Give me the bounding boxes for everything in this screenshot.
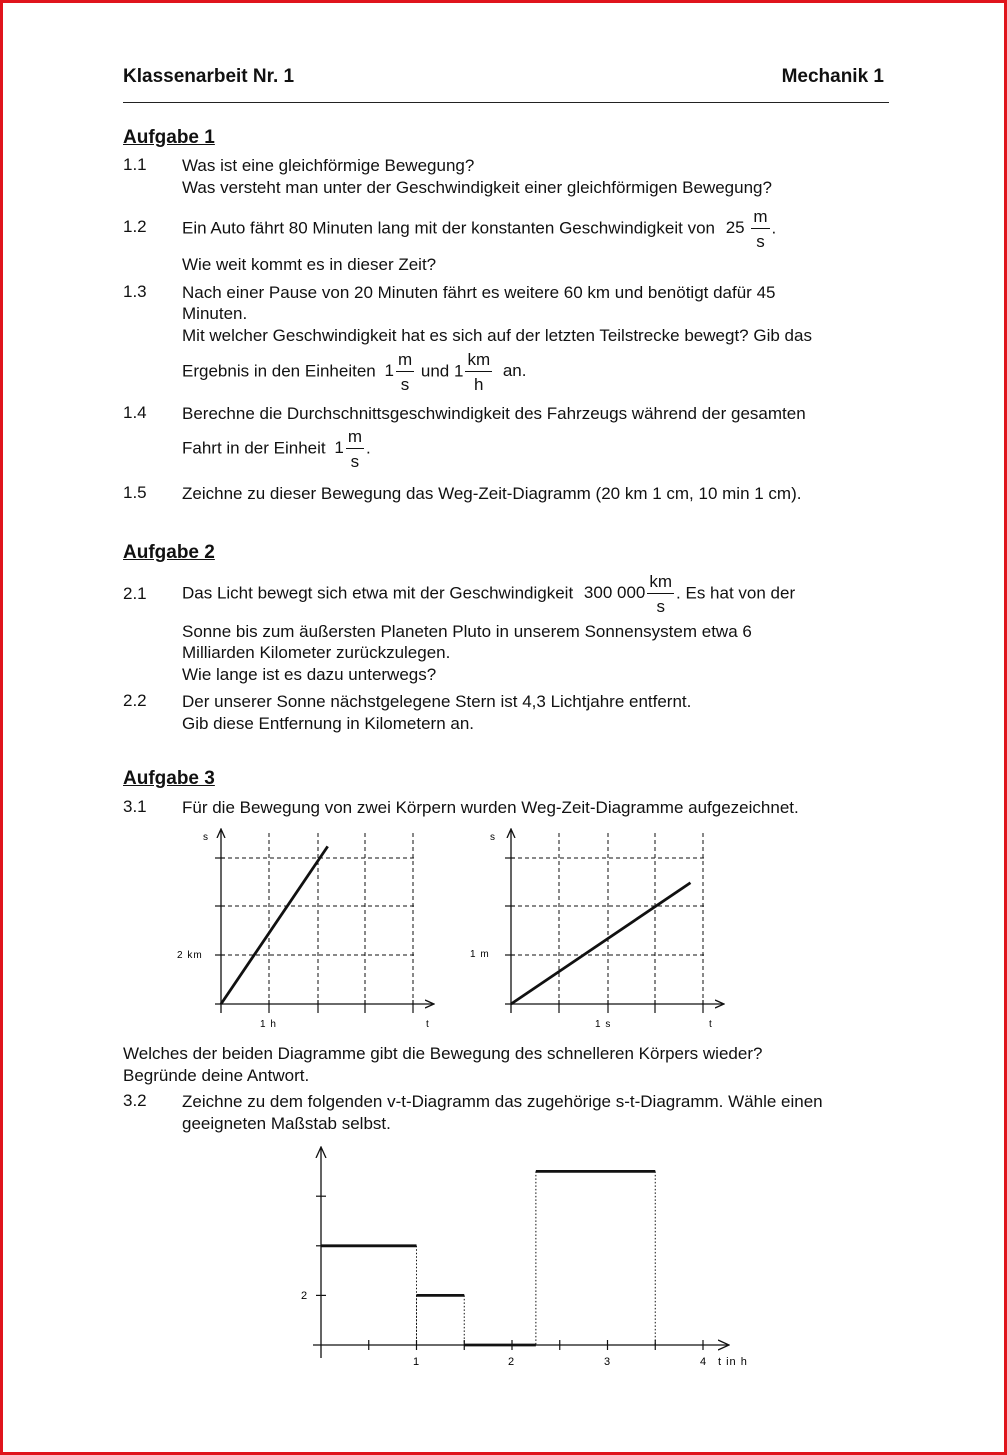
item-number: 2.2 bbox=[123, 691, 147, 710]
unit-numerator: m bbox=[346, 428, 364, 449]
item-number: 1.4 bbox=[123, 403, 147, 422]
item-text: Milliarden Kilometer zurückzulegen. bbox=[182, 643, 451, 662]
item-number: 1.5 bbox=[123, 483, 147, 502]
item-text: Fahrt in der Einheit bbox=[182, 438, 326, 458]
x-tick-label: 2 bbox=[508, 1356, 515, 1368]
item-number: 1.3 bbox=[123, 282, 147, 301]
item-number: 3.2 bbox=[123, 1091, 147, 1110]
header-right: Mechanik 1 bbox=[781, 66, 884, 87]
axis-ticks bbox=[316, 1196, 703, 1350]
unit-numerator: km bbox=[647, 573, 674, 594]
x-tick-label: 1 h bbox=[260, 1019, 277, 1030]
x-tick-label: 1 bbox=[413, 1356, 420, 1368]
unit-denominator: s bbox=[756, 232, 765, 251]
punctuation: . bbox=[771, 218, 777, 238]
unit-denominator: h bbox=[474, 375, 484, 394]
header-left: Klassenarbeit Nr. 1 bbox=[123, 66, 295, 87]
item-text: geeigneten Maßstab selbst. bbox=[182, 1114, 391, 1133]
grid-lines bbox=[511, 833, 706, 1004]
x-tick-label: 3 bbox=[604, 1356, 611, 1368]
item-text: Sonne bis zum äußersten Planeten Pluto in unserem Sonnensystem etwa 6 bbox=[182, 622, 752, 641]
unit-fraction bbox=[465, 351, 492, 393]
x-tick-label: 1 s bbox=[595, 1019, 612, 1030]
item-text: Nach einer Pause von 20 Minuten fährt es weitere 60 km und benötigt dafür 45 bbox=[182, 283, 776, 302]
unit-denominator: s bbox=[400, 375, 410, 394]
x-axis-label: t bbox=[709, 1019, 712, 1030]
item-text: Der unserer Sonne nächstgelegene Stern ist 4,3 Lichtjahre entfernt. bbox=[182, 692, 692, 711]
question-line: Welches der beiden Diagramme gibt die Bewegung des schnelleren Körpers wieder? bbox=[123, 1044, 763, 1063]
question-line: Begründe deine Antwort. bbox=[123, 1066, 310, 1085]
item-number: 3.1 bbox=[123, 797, 147, 816]
y-axis-label: s bbox=[203, 832, 208, 843]
item-text: Was versteht man unter der Geschwindigkeit einer gleichförmigen Bewegung? bbox=[182, 178, 772, 197]
unit-numerator: m bbox=[396, 351, 414, 372]
item-text: Wie weit kommt es in dieser Zeit? bbox=[182, 255, 437, 274]
vt-diagram bbox=[283, 1138, 763, 1373]
y-tick-label: 2 km bbox=[177, 950, 203, 961]
x-tick-label: 4 bbox=[700, 1356, 707, 1368]
item-text: Minuten. bbox=[182, 304, 248, 323]
item-text: Ergebnis in den Einheiten bbox=[182, 361, 376, 381]
item-text: Zeichne zu dem folgenden v-t-Diagramm das zugehörige s-t-Diagramm. Wähle einen bbox=[182, 1092, 823, 1111]
data-line bbox=[221, 846, 328, 1004]
aufgabe-1-title: Aufgabe 1 bbox=[123, 127, 215, 148]
value: 300 000 bbox=[583, 583, 646, 603]
value: 1 bbox=[334, 438, 344, 458]
punctuation: . bbox=[366, 438, 371, 458]
st-diagram-left bbox=[163, 823, 448, 1038]
item-text: Mit welcher Geschwindigkeit hat es sich auf der letzten Teilstrecke bewegt? Gib das bbox=[182, 326, 812, 345]
item-text-with-fraction bbox=[182, 208, 776, 250]
item-text-with-fraction bbox=[182, 573, 795, 615]
item-number: 1.1 bbox=[123, 155, 147, 174]
item-text: . Es hat von der bbox=[676, 583, 796, 603]
item-text: Ein Auto fährt 80 Minuten lang mit der konstanten Geschwindigkeit von bbox=[182, 218, 715, 238]
unit-denominator: s bbox=[656, 597, 665, 616]
item-text: Berechne die Durchschnittsgeschwindigkeit des Fahrzeugs während der gesamten bbox=[182, 404, 806, 423]
item-text-with-fraction bbox=[182, 428, 371, 470]
velocity-segments bbox=[321, 1171, 655, 1345]
dotted-drop-lines bbox=[417, 1171, 656, 1345]
item-text: Gib diese Entfernung in Kilometern an. bbox=[182, 714, 475, 733]
x-axis-label: t bbox=[426, 1019, 429, 1030]
value: 1 bbox=[453, 361, 464, 381]
aufgabe-2-title: Aufgabe 2 bbox=[123, 542, 215, 563]
data-line bbox=[511, 883, 690, 1004]
unit-denominator: s bbox=[350, 452, 360, 471]
unit-fraction bbox=[396, 351, 414, 393]
item-text: Das Licht bewegt sich etwa mit der Geschwindigkeit bbox=[182, 583, 574, 603]
value: 1 bbox=[384, 361, 394, 381]
header-divider bbox=[123, 102, 889, 103]
item-text: an. bbox=[502, 361, 527, 381]
unit-fraction bbox=[346, 428, 364, 470]
unit-numerator: km bbox=[465, 351, 492, 372]
item-text: Wie lange ist es dazu unterwegs? bbox=[182, 665, 437, 684]
st-diagram-right bbox=[453, 823, 738, 1038]
question-text bbox=[123, 1043, 762, 1087]
unit-numerator: m bbox=[751, 208, 769, 229]
y-axis-label: s bbox=[490, 832, 495, 843]
y-tick-label: 2 bbox=[301, 1290, 308, 1302]
item-text-with-fraction bbox=[182, 351, 526, 393]
item-number: 2.1 bbox=[123, 584, 147, 603]
x-axis-label: t in h bbox=[718, 1356, 748, 1368]
unit-fraction bbox=[647, 573, 674, 615]
item-text: Für die Bewegung von zwei Körpern wurden Weg-Zeit-Diagramme aufgezeichnet. bbox=[182, 798, 799, 817]
item-text: Zeichne zu dieser Bewegung das Weg-Zeit-Diagramm (20 km 1 cm, 10 min 1 cm). bbox=[182, 484, 802, 503]
value: 25 bbox=[725, 218, 745, 238]
item-text: Was ist eine gleichförmige Bewegung? bbox=[182, 156, 475, 175]
item-text: und bbox=[420, 361, 450, 381]
item-number: 1.2 bbox=[123, 217, 147, 236]
y-tick-label: 1 m bbox=[470, 949, 490, 960]
unit-fraction bbox=[751, 208, 769, 250]
aufgabe-3-title: Aufgabe 3 bbox=[123, 768, 215, 789]
